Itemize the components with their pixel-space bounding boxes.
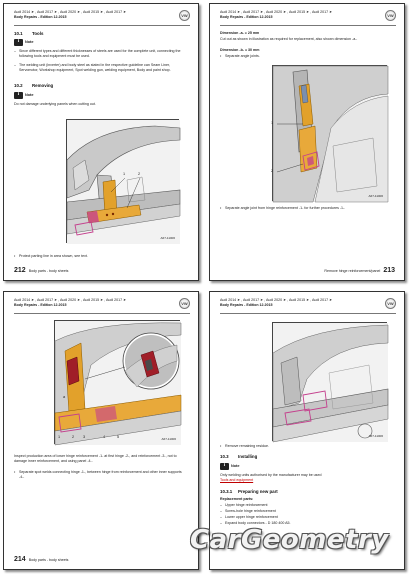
figure-sill-reinforcement <box>54 320 180 444</box>
figure-body-side-frame <box>66 119 179 243</box>
vw-logo-icon <box>179 298 190 309</box>
sill-reinforcement-illustration <box>55 321 181 445</box>
figure-label-3: 3 <box>83 435 86 439</box>
hinge-pillar-illustration <box>273 66 388 202</box>
tools-bullet-2: – The welding unit (inverter) and body steel as stated in the respective guideline can Seam Liner, Servomotor, Workshop equipment, Spot welding gun, welding equipment, Body and paint shop. <box>14 63 186 73</box>
protect-bullet: • Protect parting line in area shown, see text. <box>14 254 186 259</box>
replacement-item: – Upper hinge reinforcement <box>220 503 268 508</box>
figure-cut-area <box>272 322 387 441</box>
figure-id: A67-11006 <box>368 434 383 438</box>
replacement-item: – Screw-hole hinge reinforcement <box>220 509 276 514</box>
page-header: Audi 2014 ➤ , Audi 2017 ➤ , Audi 2020 ➤ , Audi 2015 ➤ , Audi 2017 ➤ Body Repairs - Edition 12.2015 VW <box>220 298 396 314</box>
replacement-item: – Lower upper hinge reinforcement <box>220 515 278 520</box>
section-heading-removing: 10.2 Removing <box>14 83 54 88</box>
page-header: Audi 2014 ➤ , Audi 2017 ➤ , Audi 2020 ➤ , Audi 2015 ➤ , Audi 2017 ➤ Body Repairs - Edition 12.2015 VW <box>14 10 190 26</box>
watermark-logo: CarGeometry <box>190 525 389 555</box>
note-icon <box>14 92 23 99</box>
figure-label-1: 1 <box>58 435 61 439</box>
header-rule <box>14 25 190 26</box>
dimension-b: Dimension -b- = 30 mm <box>220 48 260 52</box>
header-rule <box>220 313 396 314</box>
replacement-item: – Expand body connectors - D 180 400 A5. <box>220 521 291 526</box>
figure-label-1: 1 <box>271 121 274 125</box>
section-heading-tools: 10.1 Tools <box>14 31 44 36</box>
page-footer: 212 Body parts - body sheets <box>14 267 69 274</box>
figure-id: A67-11006 <box>161 437 176 441</box>
header-rule <box>14 313 190 314</box>
page-214 <box>3 291 199 570</box>
section-heading-preparing: 10.3.1 Preparing new part <box>220 489 278 494</box>
separate-hinge-bullet: • Separate angle joint from hinge reinforcement -1- for further procedures -1-. <box>220 206 392 211</box>
note-label: Note <box>231 464 240 468</box>
replacement-heading: Replacement parts: <box>220 497 254 501</box>
separate-angle-bullet: • Separate angle joints. <box>220 54 392 59</box>
page-footer: Remove hinge reinforcement/panel 213 <box>324 267 395 274</box>
page-header: Audi 2014 ➤ , Audi 2017 ➤ , Audi 2020 ➤ , Audi 2015 ➤ , Audi 2017 ➤ Body Repairs - Edition 12.2015 VW <box>14 298 190 314</box>
figure-label-2: 2 <box>138 172 141 176</box>
section-heading-installing: 10.3 Installing <box>220 454 258 459</box>
remove-residue-bullet: • Remove remaining residue. <box>220 444 392 449</box>
body-frame-illustration <box>67 120 180 244</box>
figure-id: A67-11006 <box>160 236 175 240</box>
page-212 <box>3 3 199 281</box>
figure-id: A67-11006 <box>368 194 383 198</box>
install-note-text: Only welding units authorised by the manufacturer may be used <box>220 473 322 477</box>
separate-spot-welds-bullet: • Separate spot welds connecting hinge -1-, between hinge from reinforcement and other inner supports -4-. <box>14 470 186 480</box>
note-icon <box>14 39 23 46</box>
page-number: 214 <box>14 556 26 563</box>
removing-intro: Do not damage underlying panels when cutting out. <box>14 102 96 106</box>
page-number: 212 <box>14 267 26 274</box>
tools-link[interactable]: Tools and equipment <box>220 478 254 482</box>
figure-label-2: 2 <box>72 435 75 439</box>
vw-logo-icon <box>385 10 396 21</box>
figure-label-a: a <box>63 395 66 399</box>
page-header: Audi 2014 ➤ , Audi 2017 ➤ , Audi 2020 ➤ , Audi 2015 ➤ , Audi 2017 ➤ Body Repairs - Edition 12.2015 VW <box>220 10 396 26</box>
vw-logo-icon <box>179 10 190 21</box>
page-footer: 214 Body parts - body sheets <box>14 556 69 563</box>
note-icon <box>220 463 229 470</box>
inspect-text: Inspect production area of lower hinge reinforcement -1- at first hinge -2-, and reinforcement -3-, not to damage inner reinforcement, and using panel -4-. <box>14 454 177 463</box>
figure-label-4: 4 <box>103 435 106 439</box>
tools-bullet-1: – Since different types and different thicknesses of steels are used for the complete unit, connecting the following tools and equipment must be used. <box>14 49 186 59</box>
note-label: Note <box>25 93 34 97</box>
figure-label-1: 1 <box>123 172 126 176</box>
figure-label-5: 5 <box>117 435 120 439</box>
vw-logo-icon <box>385 298 396 309</box>
figure-label-2: 2 <box>271 169 274 173</box>
cut-out-text: Cut out as shown in illustration as required for replacement, also shown dimension -a-. <box>220 37 358 41</box>
page-number: 213 <box>383 267 395 274</box>
dimension-a: Dimension -a- = 25 mm <box>220 31 260 35</box>
note-label: Note <box>25 40 34 44</box>
figure-hinge-pillar <box>272 65 387 201</box>
cut-area-illustration <box>273 323 388 442</box>
page-213 <box>209 3 405 281</box>
header-rule <box>220 25 396 26</box>
